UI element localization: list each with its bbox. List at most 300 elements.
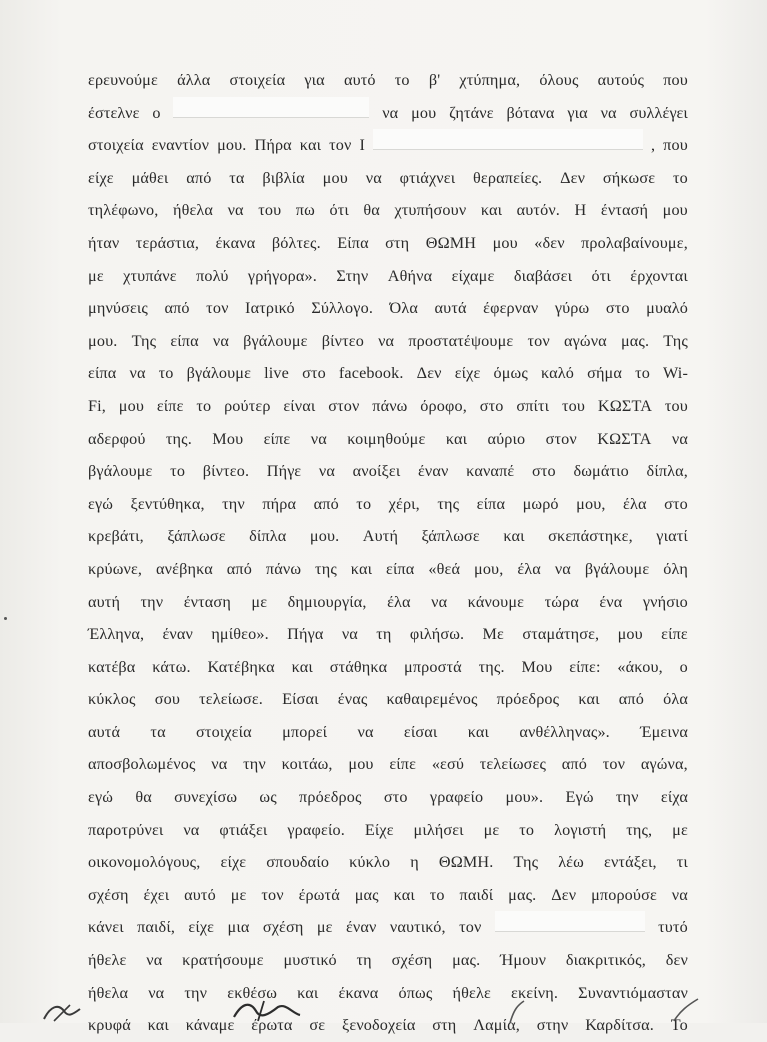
word: τυτό	[658, 918, 688, 937]
text-line	[88, 683, 688, 716]
word: τον	[261, 885, 284, 904]
word: έλα	[387, 592, 411, 611]
word: Έλληνα,	[88, 625, 145, 644]
word: χτύπημα,	[459, 71, 521, 89]
word: ζητάνε	[449, 103, 494, 122]
word: σχέση	[88, 885, 129, 904]
word: Δεν	[560, 168, 586, 187]
word: στον	[328, 396, 360, 415]
word: βίντεο	[321, 331, 364, 350]
word: το	[170, 462, 186, 481]
word: εναντίον	[151, 136, 210, 155]
word: του	[561, 396, 586, 415]
word: εγώ	[88, 788, 114, 807]
word: γιατί	[656, 527, 688, 546]
word: έρχονται	[630, 266, 688, 285]
word: Fi,	[88, 396, 106, 415]
word: τώρα	[544, 592, 579, 611]
redaction-box	[495, 911, 645, 932]
word: βγάλουμε	[584, 559, 650, 578]
word: το	[196, 396, 212, 415]
word: σου	[154, 690, 180, 709]
text-line	[88, 716, 688, 749]
word: Κατέβηκα	[207, 657, 275, 676]
word: λογιστή	[554, 820, 607, 839]
word: τα	[150, 722, 166, 741]
word: ήταν	[88, 233, 120, 252]
word: έναν	[417, 462, 449, 481]
word: φτιάχνει	[399, 168, 456, 187]
word: μπροστά	[404, 657, 462, 676]
text-line	[88, 944, 688, 977]
word: με	[316, 918, 333, 937]
word: άλλα	[177, 71, 211, 89]
word: αυτά	[434, 299, 467, 318]
word: ρούτερ	[224, 396, 271, 415]
word: Πήρα	[254, 136, 292, 155]
word: βιβλία	[262, 168, 305, 187]
text-line	[88, 814, 688, 847]
text-line	[88, 651, 688, 684]
word: μου».	[505, 788, 544, 807]
word: θα	[135, 788, 152, 807]
text-line	[88, 129, 688, 162]
word: είπα	[88, 364, 117, 383]
word: έκανα	[215, 233, 256, 252]
text-line	[88, 846, 688, 879]
word: ΚΩΣΤΑ	[597, 396, 653, 415]
word: έκανα	[338, 983, 379, 1002]
word: μου.	[88, 331, 118, 350]
word: διαβάσει	[513, 266, 573, 285]
word: κύκλος	[88, 690, 136, 709]
word: «εσύ	[431, 755, 465, 774]
word: μου	[411, 103, 437, 122]
word: είναι	[283, 396, 316, 415]
word: είχε	[188, 918, 215, 937]
word: του	[664, 396, 688, 415]
text-line	[88, 292, 688, 325]
word: είπε	[389, 755, 417, 774]
word: όπως	[398, 983, 433, 1002]
word: ήθελε	[88, 951, 127, 970]
word: είχε	[88, 168, 114, 187]
word: και	[393, 885, 415, 904]
word: σήμα	[587, 364, 623, 383]
text-line	[88, 390, 688, 423]
word: γραφείο.	[287, 820, 345, 839]
word: είσαι	[403, 722, 438, 741]
word: θεραπείες.	[473, 168, 543, 187]
word: εκείνη.	[511, 983, 559, 1002]
word: ανοίξει	[352, 462, 401, 481]
word: το	[519, 820, 535, 839]
text-line	[88, 977, 688, 1010]
word: ,	[650, 136, 656, 155]
word: στη	[385, 233, 410, 252]
word: αδερφού	[88, 429, 146, 448]
word: όροφο,	[420, 396, 467, 415]
word: παιδί,	[137, 918, 176, 937]
word: «άκου,	[617, 657, 663, 676]
word: αγώνα,	[640, 755, 688, 774]
margin-mark	[4, 617, 7, 620]
word: και	[291, 657, 313, 676]
word: με	[230, 885, 247, 904]
word: τεράστια,	[135, 233, 200, 252]
word: μια	[227, 918, 250, 937]
text-line	[88, 586, 688, 619]
word: αγώνα	[563, 331, 607, 350]
word: την	[184, 983, 208, 1002]
word: δωμάτιο	[573, 462, 629, 481]
word: είπα	[476, 494, 506, 513]
word: με	[672, 820, 688, 839]
text-line	[88, 227, 688, 260]
word: να	[212, 331, 229, 350]
word: από	[618, 690, 644, 709]
word: μου	[348, 755, 374, 774]
word: τη	[376, 625, 392, 644]
word: καναπέ	[466, 462, 515, 481]
word: έλα	[623, 494, 647, 513]
word: βίντεο.	[202, 462, 250, 481]
word: από	[561, 755, 587, 774]
word: Ι	[359, 136, 365, 155]
word: πρόεδρος	[299, 788, 362, 807]
word: κρατήσουμε	[182, 951, 264, 970]
word: στάθηκα	[329, 657, 388, 676]
text-line	[88, 488, 688, 521]
word: είπε:	[569, 657, 601, 676]
word: διακριτικός,	[565, 951, 646, 970]
word: ξεντύθηκα,	[130, 494, 205, 513]
word: πολύ	[196, 266, 229, 285]
word: της	[437, 494, 460, 513]
word: το	[356, 494, 372, 513]
word: στο	[383, 788, 408, 807]
word: Της	[513, 853, 539, 872]
word: την	[222, 494, 245, 513]
word: εγώ	[88, 494, 114, 513]
word: τον	[206, 299, 229, 318]
word: βγάλουμε	[186, 364, 252, 383]
signature-center	[228, 997, 318, 1023]
word: ήθελα	[172, 201, 214, 220]
word: να	[671, 429, 688, 448]
word: ένας	[337, 690, 368, 709]
word: για	[567, 103, 588, 122]
word: και	[299, 136, 322, 155]
word: σχέση	[391, 951, 433, 970]
word: να	[129, 364, 146, 383]
word: έναν	[162, 625, 193, 644]
word: Της	[131, 331, 157, 350]
word: Ήμουν	[500, 951, 547, 970]
word: σχέση	[262, 918, 304, 937]
word: είπα	[386, 559, 415, 578]
word: μου,	[473, 559, 504, 578]
signature-right-1	[500, 997, 540, 1023]
word: τον	[527, 331, 550, 350]
word: μωρό	[522, 494, 559, 513]
word: Μου	[521, 657, 553, 676]
word: που	[663, 71, 688, 89]
word: πάνω	[372, 396, 408, 415]
word: να	[227, 201, 244, 220]
word: μου	[118, 396, 145, 415]
word: είχε	[220, 853, 247, 872]
word: τον	[329, 136, 352, 155]
word: να	[378, 331, 395, 350]
text-line	[88, 194, 688, 227]
word: Πήγα	[287, 625, 324, 644]
word: Η	[574, 201, 587, 220]
word: κύκλο	[349, 853, 391, 872]
word: χτυπήσουν	[394, 201, 467, 220]
word: «θεά	[428, 559, 461, 578]
word: Είχε	[364, 820, 394, 839]
word: παιδί	[459, 885, 494, 904]
word: βόλτες.	[271, 233, 321, 252]
word: Με	[482, 625, 505, 644]
word: συλλέγει	[629, 103, 688, 122]
word: το	[429, 885, 445, 904]
word: καθαιρεμένος	[386, 690, 478, 709]
word: Εγώ	[565, 788, 594, 807]
word: live	[264, 364, 290, 383]
word: ως	[259, 788, 277, 807]
word: μπορούσε	[591, 885, 657, 904]
word: και	[445, 429, 468, 448]
word: έρωτα	[251, 1016, 293, 1035]
word: ο	[152, 103, 161, 122]
word: ήθελα	[88, 983, 129, 1002]
word: αυτούς	[597, 71, 645, 89]
word: αυτό	[343, 71, 376, 89]
word: Μου	[212, 429, 244, 448]
word: αποσβολωμένος	[88, 755, 196, 774]
text-line	[88, 455, 688, 488]
word: κρεβάτι,	[88, 527, 144, 546]
word: στο	[532, 462, 556, 481]
word: να	[600, 103, 617, 122]
word: στοιχεία	[229, 71, 286, 89]
word: Πήγε	[266, 462, 302, 481]
word: να	[671, 885, 688, 904]
word: από	[226, 559, 252, 578]
text-line	[88, 553, 688, 586]
text-line	[88, 748, 688, 781]
word: πω	[295, 201, 315, 220]
word: του	[258, 201, 282, 220]
word: Της	[663, 331, 688, 350]
word: όλα	[663, 690, 688, 709]
word: και	[578, 690, 600, 709]
word: ΚΩΣΤΑ	[597, 429, 652, 448]
word: τα	[229, 168, 245, 187]
word: φιλήσω.	[409, 625, 465, 644]
word: Όλα	[389, 299, 419, 318]
word: πάνω	[265, 559, 302, 578]
word: δημιουργία,	[287, 592, 367, 611]
word: μου	[492, 233, 518, 252]
text-line	[88, 423, 688, 456]
word: ερευνούμε	[88, 71, 158, 89]
word: λέω	[558, 853, 584, 872]
word: να	[310, 429, 327, 448]
word: τι	[676, 853, 688, 872]
word: για	[304, 71, 325, 89]
word: έχει	[143, 885, 170, 904]
word: και	[350, 559, 373, 578]
word: ανθέλληνας».	[519, 722, 610, 741]
text-line	[88, 260, 688, 293]
word: σταμάτησε,	[522, 625, 600, 644]
word: έντασή	[600, 201, 649, 220]
word: ένα	[599, 592, 623, 611]
word: την	[140, 592, 164, 611]
word: Σύλλογο.	[311, 299, 374, 318]
word: βότανα	[506, 103, 555, 122]
word: κάτω.	[152, 657, 191, 676]
word: είχα	[660, 788, 688, 807]
word: και	[503, 527, 525, 546]
word: ότι	[591, 266, 611, 285]
word: Δεν	[416, 364, 442, 383]
word: Έμεινα	[640, 722, 688, 741]
word: το	[158, 364, 174, 383]
word: κάνουμε	[467, 592, 525, 611]
word: μου	[617, 625, 643, 644]
word: μηνύσεις	[88, 299, 148, 318]
word: στο	[664, 494, 688, 513]
text-line	[88, 911, 688, 944]
word: Λαμία,	[473, 1016, 520, 1035]
text-line	[88, 97, 688, 130]
word: δίπλα,	[646, 462, 688, 481]
word: έφερναν	[483, 299, 539, 318]
word: να	[431, 592, 448, 611]
word: μπορεί	[282, 722, 328, 741]
word: το	[394, 71, 410, 89]
word: στο	[302, 364, 326, 383]
word: Ιατρικό	[245, 299, 295, 318]
word: μιλήσει	[413, 820, 464, 839]
word: στην	[536, 1016, 569, 1035]
word: ότι	[329, 201, 349, 220]
word: είχε	[454, 364, 481, 383]
word: δεν	[665, 951, 688, 970]
redaction-box	[373, 129, 643, 150]
redaction-box	[173, 97, 369, 118]
word: θα	[363, 201, 380, 220]
word: τον	[459, 918, 482, 937]
word: το	[673, 168, 688, 187]
word: σήκωσε	[602, 168, 656, 187]
word: Δεν	[551, 885, 577, 904]
word: γνήσιο	[642, 592, 688, 611]
word: αυτή	[88, 592, 121, 611]
word: να	[146, 951, 163, 970]
word: ΘΩΜΗ	[425, 233, 477, 252]
word: από	[164, 299, 190, 318]
word: Το	[670, 1016, 688, 1035]
word: οικονομολόγους,	[88, 853, 201, 872]
word: να	[365, 168, 382, 187]
word: β'	[428, 71, 441, 89]
word: μυστικό	[283, 951, 337, 970]
document-body	[88, 64, 688, 1042]
word: βγάλουμε	[243, 331, 308, 350]
word: είπα	[170, 331, 199, 350]
word: τελείωσες	[479, 755, 547, 774]
word: εκθέσω	[227, 983, 278, 1002]
word: από	[313, 494, 339, 513]
word: να	[382, 103, 399, 122]
word: κοιμηθούμε	[347, 429, 426, 448]
word: μας.	[452, 951, 481, 970]
word: ναυτικό,	[389, 918, 446, 937]
word: μυαλό	[646, 299, 688, 318]
word: τη	[356, 951, 372, 970]
word: Αυτή	[362, 527, 399, 546]
text-line	[88, 64, 688, 97]
word: να	[211, 755, 228, 774]
word: είπε	[661, 625, 688, 644]
word: Στην	[336, 266, 369, 285]
word: να	[341, 625, 358, 644]
word: ξάπλωσε	[167, 527, 226, 546]
word: κοιτάω,	[281, 755, 333, 774]
word: facebook.	[338, 364, 404, 383]
word: το	[635, 364, 650, 383]
word: σκεπάστηκε,	[548, 527, 633, 546]
word: την	[615, 788, 639, 807]
word: τηλέφωνο,	[88, 201, 159, 220]
word: προστατέψουμε	[408, 331, 514, 350]
word: την	[243, 755, 266, 774]
word: μου.	[309, 527, 340, 546]
word: αυτόν.	[516, 201, 561, 220]
word: έναν	[345, 918, 377, 937]
word: Καρδίτσα.	[585, 1016, 654, 1035]
word: ξενοδοχεία	[342, 1016, 416, 1035]
word: μου	[662, 201, 688, 220]
text-line	[88, 357, 688, 390]
word: σπουδαίο	[266, 853, 330, 872]
word: όμως	[493, 364, 528, 383]
word: βγάλουμε	[88, 462, 153, 481]
word: που	[663, 136, 688, 155]
word: μου.	[217, 136, 247, 155]
word: Είπα	[337, 233, 369, 252]
word: κρυφά	[88, 1016, 131, 1035]
word: στοιχεία	[88, 136, 144, 155]
word: με	[483, 820, 500, 839]
word: στο	[479, 396, 504, 415]
word: χέρι,	[388, 494, 420, 513]
word: γύρω	[554, 299, 590, 318]
word: να	[148, 983, 165, 1002]
word: κρύωνε,	[88, 559, 143, 578]
word: αυτό	[184, 885, 216, 904]
word: και	[147, 1016, 169, 1035]
word: Συναντιόμασταν	[578, 983, 688, 1002]
word: σε	[309, 1016, 326, 1035]
word: της,	[626, 820, 653, 839]
word: μας	[354, 885, 379, 904]
